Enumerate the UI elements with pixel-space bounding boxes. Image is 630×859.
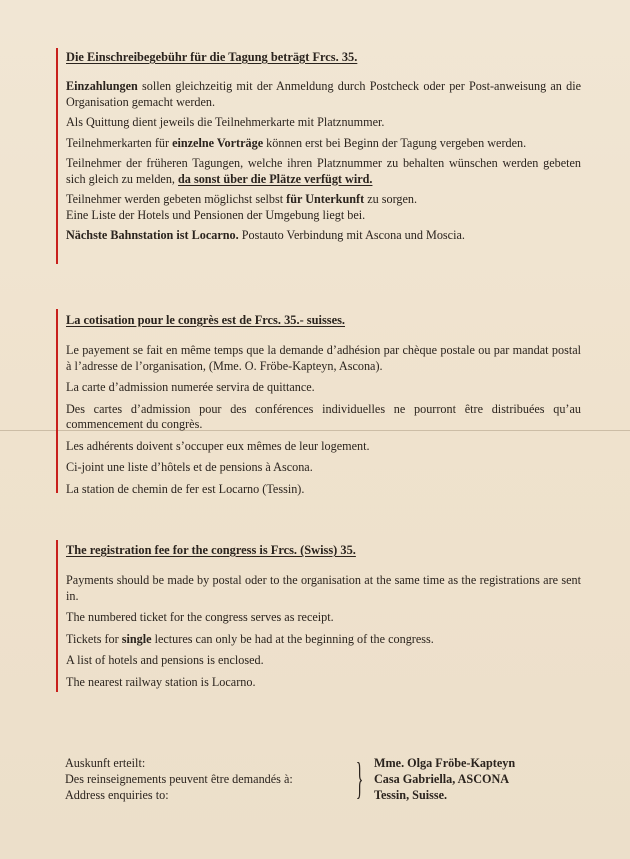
german-paragraph-station: Nächste Bahnstation ist Locarno. Postauto Verbindung mit Ascona und Moscia.	[66, 228, 465, 242]
contact-name: Mme. Olga Fröbe-Kapteyn	[374, 756, 516, 770]
english-paragraph-payments: Payments should be made by postal oder to the organisation at the same time as the registrations are sent in.	[66, 573, 581, 603]
english-paragraph-receipt: The numbered ticket for the congress serves as receipt.	[66, 610, 334, 624]
french-heading: La cotisation pour le congrès est de Frcs. 35.- suisses.	[66, 313, 346, 327]
german-paragraph-payments: Einzahlungen sollen gleichzeitig mit der Anmeldung durch Postcheck oder per Post-anweisung an die Organisation gemacht werden.	[66, 79, 581, 109]
english-paragraph-hotel-list: A list of hotels and pensions is enclosed.	[66, 653, 264, 667]
german-paragraph-previous-participants: Teilnehmer der früheren Tagungen, welche ihren Platznummer zu behalten wünschen werden gebeten sich gleich zu melden, da sonst über die Plätze verfügt wird.	[66, 156, 581, 186]
french-paragraph-individual-lectures: Des cartes d’admission pour des conférences individuelles ne pourront être distribuées qu’au commencement du congrès.	[66, 401, 581, 431]
french-paragraph-hotel-list: Ci-joint une liste d’hôtels et de pensions à Ascona.	[66, 460, 313, 474]
contact-house: Casa Gabriella, ASCONA	[374, 771, 510, 786]
english-section	[56, 540, 586, 692]
french-paragraph-lodging: Les adhérents doivent s’occuper eux mêmes de leur logement.	[66, 438, 370, 453]
contact-region: Tessin, Suisse.	[374, 787, 448, 802]
german-paragraph-single-lectures: Teilnehmerkarten für einzelne Vorträge können erst bei Beginn der Tagung vergeben werden.	[66, 135, 527, 150]
german-section	[56, 48, 586, 264]
enquiry-labels	[65, 756, 355, 803]
english-paragraph-station: The nearest railway station is Locarno.	[66, 674, 256, 689]
french-paragraph-payment: Le payement se fait en même temps que la demande d’adhésion par chèque postale ou par mandat postal à l’adresse de l’organisation, (Mme. O. Fröbe-Kapteyn, Ascona).	[66, 343, 581, 373]
french-paragraph-receipt: La carte d’admission numerée servira de quittance.	[66, 380, 315, 394]
french-paragraph-station: La station de chemin de fer est Locarno (Tessin).	[66, 481, 305, 496]
english-margin-bar	[56, 540, 58, 692]
enquiry-label-german: Auskunft erteilt:	[65, 756, 146, 770]
german-paragraph-lodging: Teilnehmer werden gebeten möglichst selbst für Unterkunft zu sorgen.	[66, 192, 418, 206]
contact-address	[374, 756, 584, 803]
german-heading: Die Einschreibegebühr für die Tagung beträgt Frcs. 35.	[66, 50, 358, 64]
english-paragraph-single-lectures: Tickets for single lectures can only be had at the beginning of the congress.	[66, 631, 434, 646]
french-margin-bar	[56, 309, 58, 493]
enquiry-label-french: Des reinseignements peuvent être demandés à:	[65, 771, 293, 786]
brace-icon: }	[355, 754, 364, 803]
french-section	[56, 309, 586, 496]
english-heading: The registration fee for the congress is Frcs. (Swiss) 35.	[66, 543, 356, 557]
enquiry-label-english: Address enquiries to:	[65, 787, 169, 802]
german-margin-bar	[56, 48, 58, 264]
german-paragraph-receipt: Als Quittung dient jeweils die Teilnehmerkarte mit Platznummer.	[66, 115, 385, 129]
german-paragraph-hotel-list: Eine Liste der Hotels und Pensionen der Umgebung liegt bei.	[66, 207, 366, 222]
